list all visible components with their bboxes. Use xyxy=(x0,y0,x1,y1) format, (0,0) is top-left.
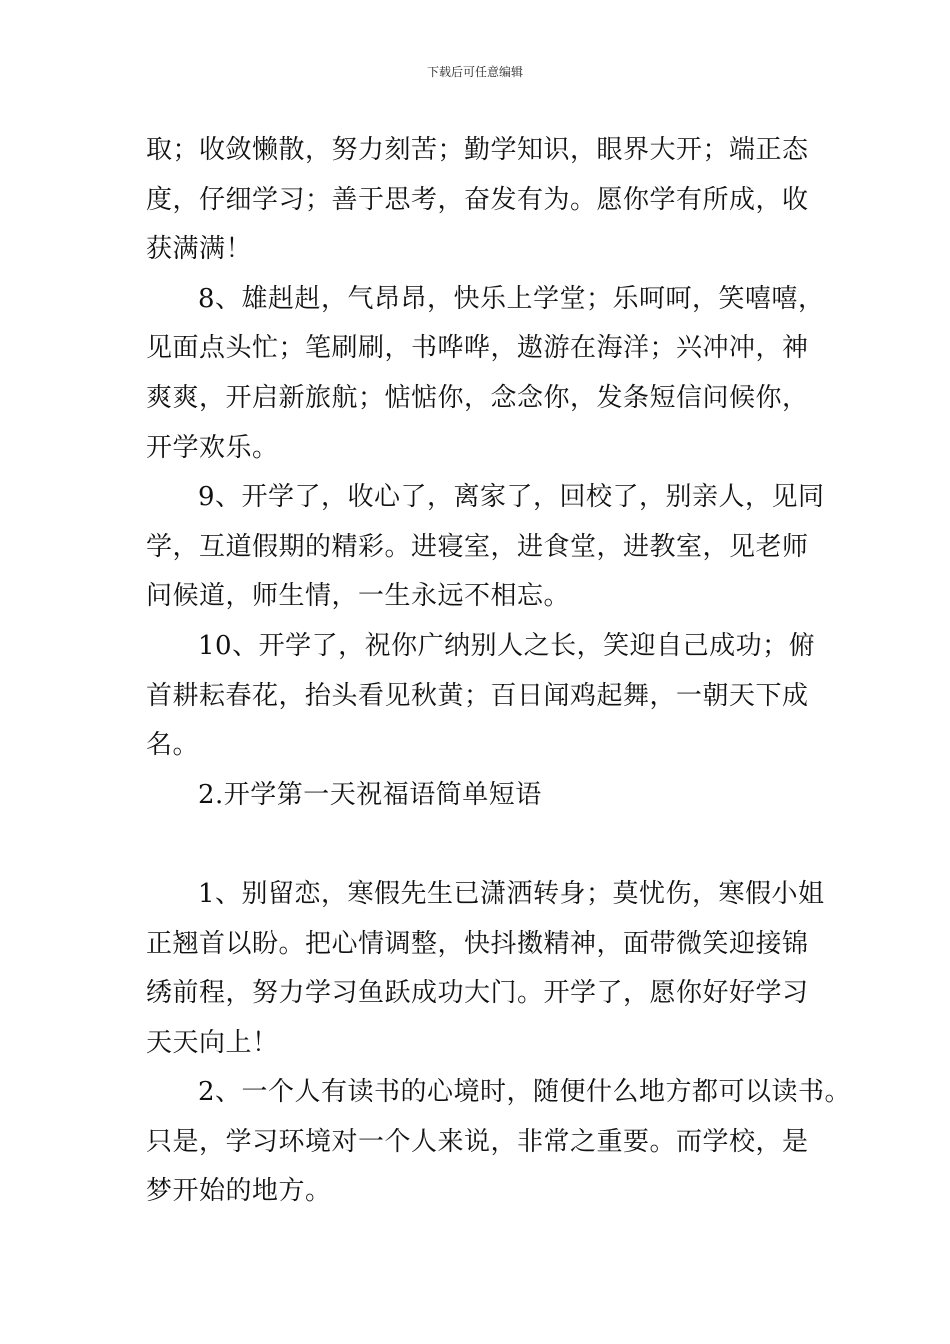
text-line: 爽爽，开启新旅航；惦惦你，念念你，发条短信问候你， xyxy=(146,382,809,413)
text-line: 绣前程，努力学习鱼跃成功大门。开学了，愿你好好学习 xyxy=(146,978,809,1009)
text-line: 获满满！ xyxy=(146,234,253,265)
paragraph-start: 2、一个人有读书的心境时，随便什么地方都可以读书。 xyxy=(198,1077,852,1108)
text-line: 学，互道假期的精彩。进寝室，进食堂，进教室，见老师 xyxy=(146,531,809,562)
paragraph-start: 9、开学了，收心了，离家了，回校了，别亲人，见同 xyxy=(198,482,825,513)
text-line: 只是，学习环境对一个人来说，非常之重要。而学校，是 xyxy=(146,1126,809,1157)
page-header: 下载后可任意编辑 xyxy=(426,65,523,79)
document-body xyxy=(146,126,852,1217)
text-line: 开学欢乐。 xyxy=(146,432,279,463)
text-line: 度，仔细学习；善于思考，奋发有为。愿你学有所成，收 xyxy=(146,184,809,215)
blank-line xyxy=(146,820,816,870)
text-line: 见面点头忙；笔刷刷，书哗哗，遨游在海洋；兴冲冲，神 xyxy=(146,333,809,364)
text-line: 梦开始的地方。 xyxy=(146,1176,332,1207)
text-line: 天天向上！ xyxy=(146,1027,279,1058)
paragraph-start: 1、别留恋，寒假先生已潇洒转身；莫忧伤，寒假小姐 xyxy=(198,878,825,909)
section-heading: 2.开学第一天祝福语简单短语 xyxy=(198,779,542,810)
text-line: 正翘首以盼。把心情调整，快抖擞精神，面带微笑迎接锦 xyxy=(146,928,809,959)
text-line: 问候道，师生情，一生永远不相忘。 xyxy=(146,581,571,612)
text-line: 取；收敛懒散，努力刻苦；勤学知识，眼界大开；端正态 xyxy=(146,135,809,165)
paragraph-start: 8、雄赳赳，气昂昂，快乐上学堂；乐呵呵，笑嘻嘻， xyxy=(198,283,825,314)
text-line: 首耕耘春花，抬头看见秋黄；百日闻鸡起舞，一朝天下成 xyxy=(146,680,809,711)
text-line: 名。 xyxy=(146,730,200,761)
paragraph-start: 10、开学了，祝你广纳别人之长，笑迎自己成功；俯 xyxy=(198,630,816,661)
